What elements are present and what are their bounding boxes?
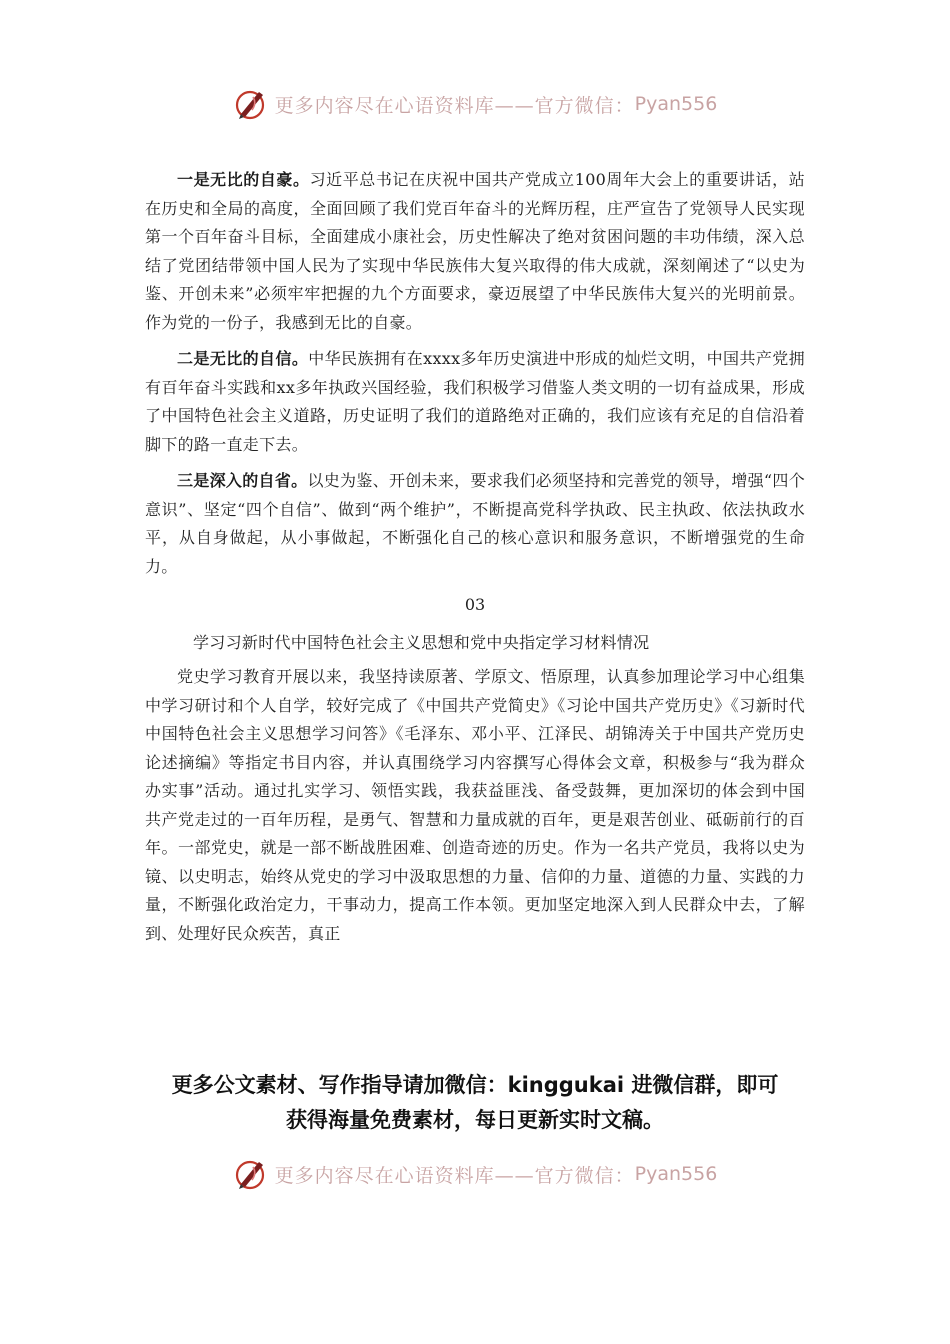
promo-line-1: 更多公文素材、写作指导请加微信：kinggukai 进微信群，即可 bbox=[171, 1073, 779, 1097]
footer-banner bbox=[0, 1150, 950, 1198]
header-banner bbox=[0, 80, 950, 128]
section-title: 学习习新时代中国特色社会主义思想和党中央指定学习材料情况 bbox=[193, 633, 650, 652]
section-body: 党史学习教育开展以来，我坚持读原著、学原文、悟原理，认真参加理论学习中心组集中学习研讨和个人自学，较好完成了《中国共产党简史》《习论中国共产党历史》《习新时代中国特色社会主义思想学习问答》《毛泽东、邓小平、江泽民、胡锦涛关于中国共产党历史论述摘编》等指定书目内容，并认真围绕学习内容撰写心得体会文章，积极参与“我为群众办实事”活动。通过扎实学习、领悟实践，我获益匪浅、备受鼓舞，更加深切的体会到中国共产党走过的一百年历程，是勇气、智慧和力量成就的百年，更是艰苦创业、砥砺前行的百年。一部党史，就是一部不断战胜困难、创造奇迹的历史。作为一名共产党员，我将以史为镜、以史明志，始终从党史的学习中汲取思想的力量、信仰的力量、道德的力量、实践的力量，不断强化政治定力，干事动力，提高工作本领。更加坚定地深入到人民群众中去，了解到、处理好民众疾苦，真正 bbox=[145, 667, 805, 943]
footer-banner-text: 更多内容尽在心语资料库——官方微信： bbox=[274, 1164, 635, 1187]
paragraph-pride bbox=[145, 166, 805, 337]
document-body bbox=[145, 166, 805, 956]
paragraph-text: 中华民族拥有在xxxx多年历史演进中形成的灿烂文明，中国共产党拥有百年奋斗实践和xx多年执政兴国经验，我们积极学习借鉴人类文明的一切有益成果，形成了中国特色社会主义道路，历史证明了我们的道路绝对正确的，我们应该有充足的自信沿着脚下的路一直走下去。 bbox=[145, 349, 805, 454]
paragraph-lead: 二是无比的自信。 bbox=[177, 349, 309, 368]
section-number: 03 bbox=[464, 595, 486, 614]
paragraph-lead: 一是无比的自豪。 bbox=[177, 170, 310, 189]
promo-line-2: 获得海量免费素材，每日更新实时文稿。 bbox=[286, 1108, 664, 1132]
footer-banner-wechat-id: Pyan556 bbox=[634, 1163, 718, 1185]
header-banner-text: 更多内容尽在心语资料库——官方微信： bbox=[274, 94, 635, 117]
paragraph-reflection bbox=[145, 467, 805, 581]
paragraph-text: 习近平总书记在庆祝中国共产党成立100周年大会上的重要讲话，站在历史和全局的高度，全面回顾了我们党百年奋斗的光辉历程，庄严宣告了党领导人民实现第一个百年奋斗目标，全面建成小康社会，历史性解决了绝对贫困问题的丰功伟绩，深入总结了党团结带领中国人民为了实现中华民族伟大复兴取得的伟大成就，深刻阐述了“以史为鉴、开创未来”必须牢牢把握的九个方面要求，豪迈展望了中华民族伟大复兴的光明前景。作为党的一份子，我感到无比的自豪。 bbox=[145, 170, 806, 332]
paragraph-text: 以史为鉴、开创未来，要求我们必须坚持和完善党的领导，增强“四个意识”、坚定“四个自信”、做到“两个维护”，不断提高党科学执政、民主执政、依法执政水平，从自身做起，从小事做起，不断强化自己的核心意识和服务意识，不断增强党的生命力。 bbox=[145, 471, 806, 576]
paragraph-lead: 三是深入的自省。 bbox=[177, 471, 308, 490]
promo-text bbox=[0, 1068, 950, 1138]
pen-circle-logo-icon bbox=[233, 86, 269, 122]
paragraph-confidence bbox=[145, 345, 805, 459]
pen-circle-logo-icon bbox=[233, 1156, 269, 1192]
header-banner-wechat-id: Pyan556 bbox=[634, 93, 718, 115]
